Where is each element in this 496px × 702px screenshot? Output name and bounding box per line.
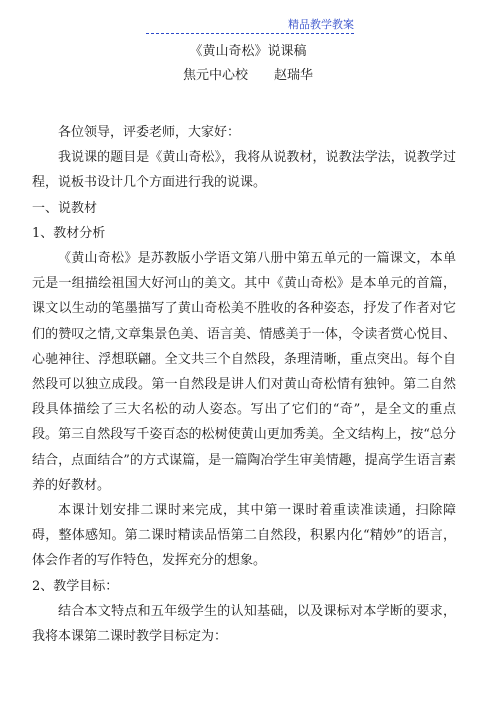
goals-paragraph: 结合本文特点和五年级学生的认知基础，以及课标对本学断的要求，我将本课第二课时教学目标定为： xyxy=(32,603,456,645)
subheading-teaching-goals: 2、教学目标： xyxy=(32,578,119,594)
document-body xyxy=(32,120,456,649)
page-header xyxy=(146,19,354,34)
document-title: 《黄山奇松》说课稿 xyxy=(189,44,307,59)
intro-paragraph: 我说课的题目是《黄山奇松》，我将从说教材，说教法学法，说教学过程，说板书设计几个方面进行我的说课。 xyxy=(32,150,456,191)
subheading-teaching-material-analysis: 1、教材分析 xyxy=(32,225,106,241)
analysis-paragraph: 《黄山奇松》是苏教版小学语文第八册中第五单元的一篇课文，本单元是一组描绘祖国大好河山的美文。其中《黄山奇松》是本单元的首篇，课文以生动的笔墨描写了黄山奇松美不胜收的各种姿态，抒发了作者对它们的赞叹之情,文章集景色美、语言美、情感美于一体，令读者赏心悦目、心驰神往、浮想联翩。全文共三个自然段，条理清晰，重点突出。每个自然段可以独立成段。第一自然段是讲人们对黄山奇松情有独钟。第二自然段具体描绘了三大名松的动人姿态。写出了它们的“奇”，是全文的重点段。第三自然段写千姿百态的松树使黄山更加秀美。全文结构上，按“总分结合，点面结合”的方式谋篇，是一篇陶冶学生审美情趣，提高学生语言素养的好教材。 xyxy=(32,251,456,493)
lesson-plan-paragraph: 本课计划安排二课时来完成，其中第一课时着重读准读通，扫除障碍，整体感知。第二课时精读品悟第二自然段，积累内化“精妙”的语言，体会作者的写作特色，发挥充分的想象。 xyxy=(32,503,456,569)
document-author: 焦元中心校 赵瑞华 xyxy=(182,68,313,83)
header-label: 精品教学教案 xyxy=(288,18,354,31)
greeting-paragraph: 各位领导，评委老师，大家好： xyxy=(58,125,241,140)
section-heading-1: 一、说教材 xyxy=(32,200,98,216)
